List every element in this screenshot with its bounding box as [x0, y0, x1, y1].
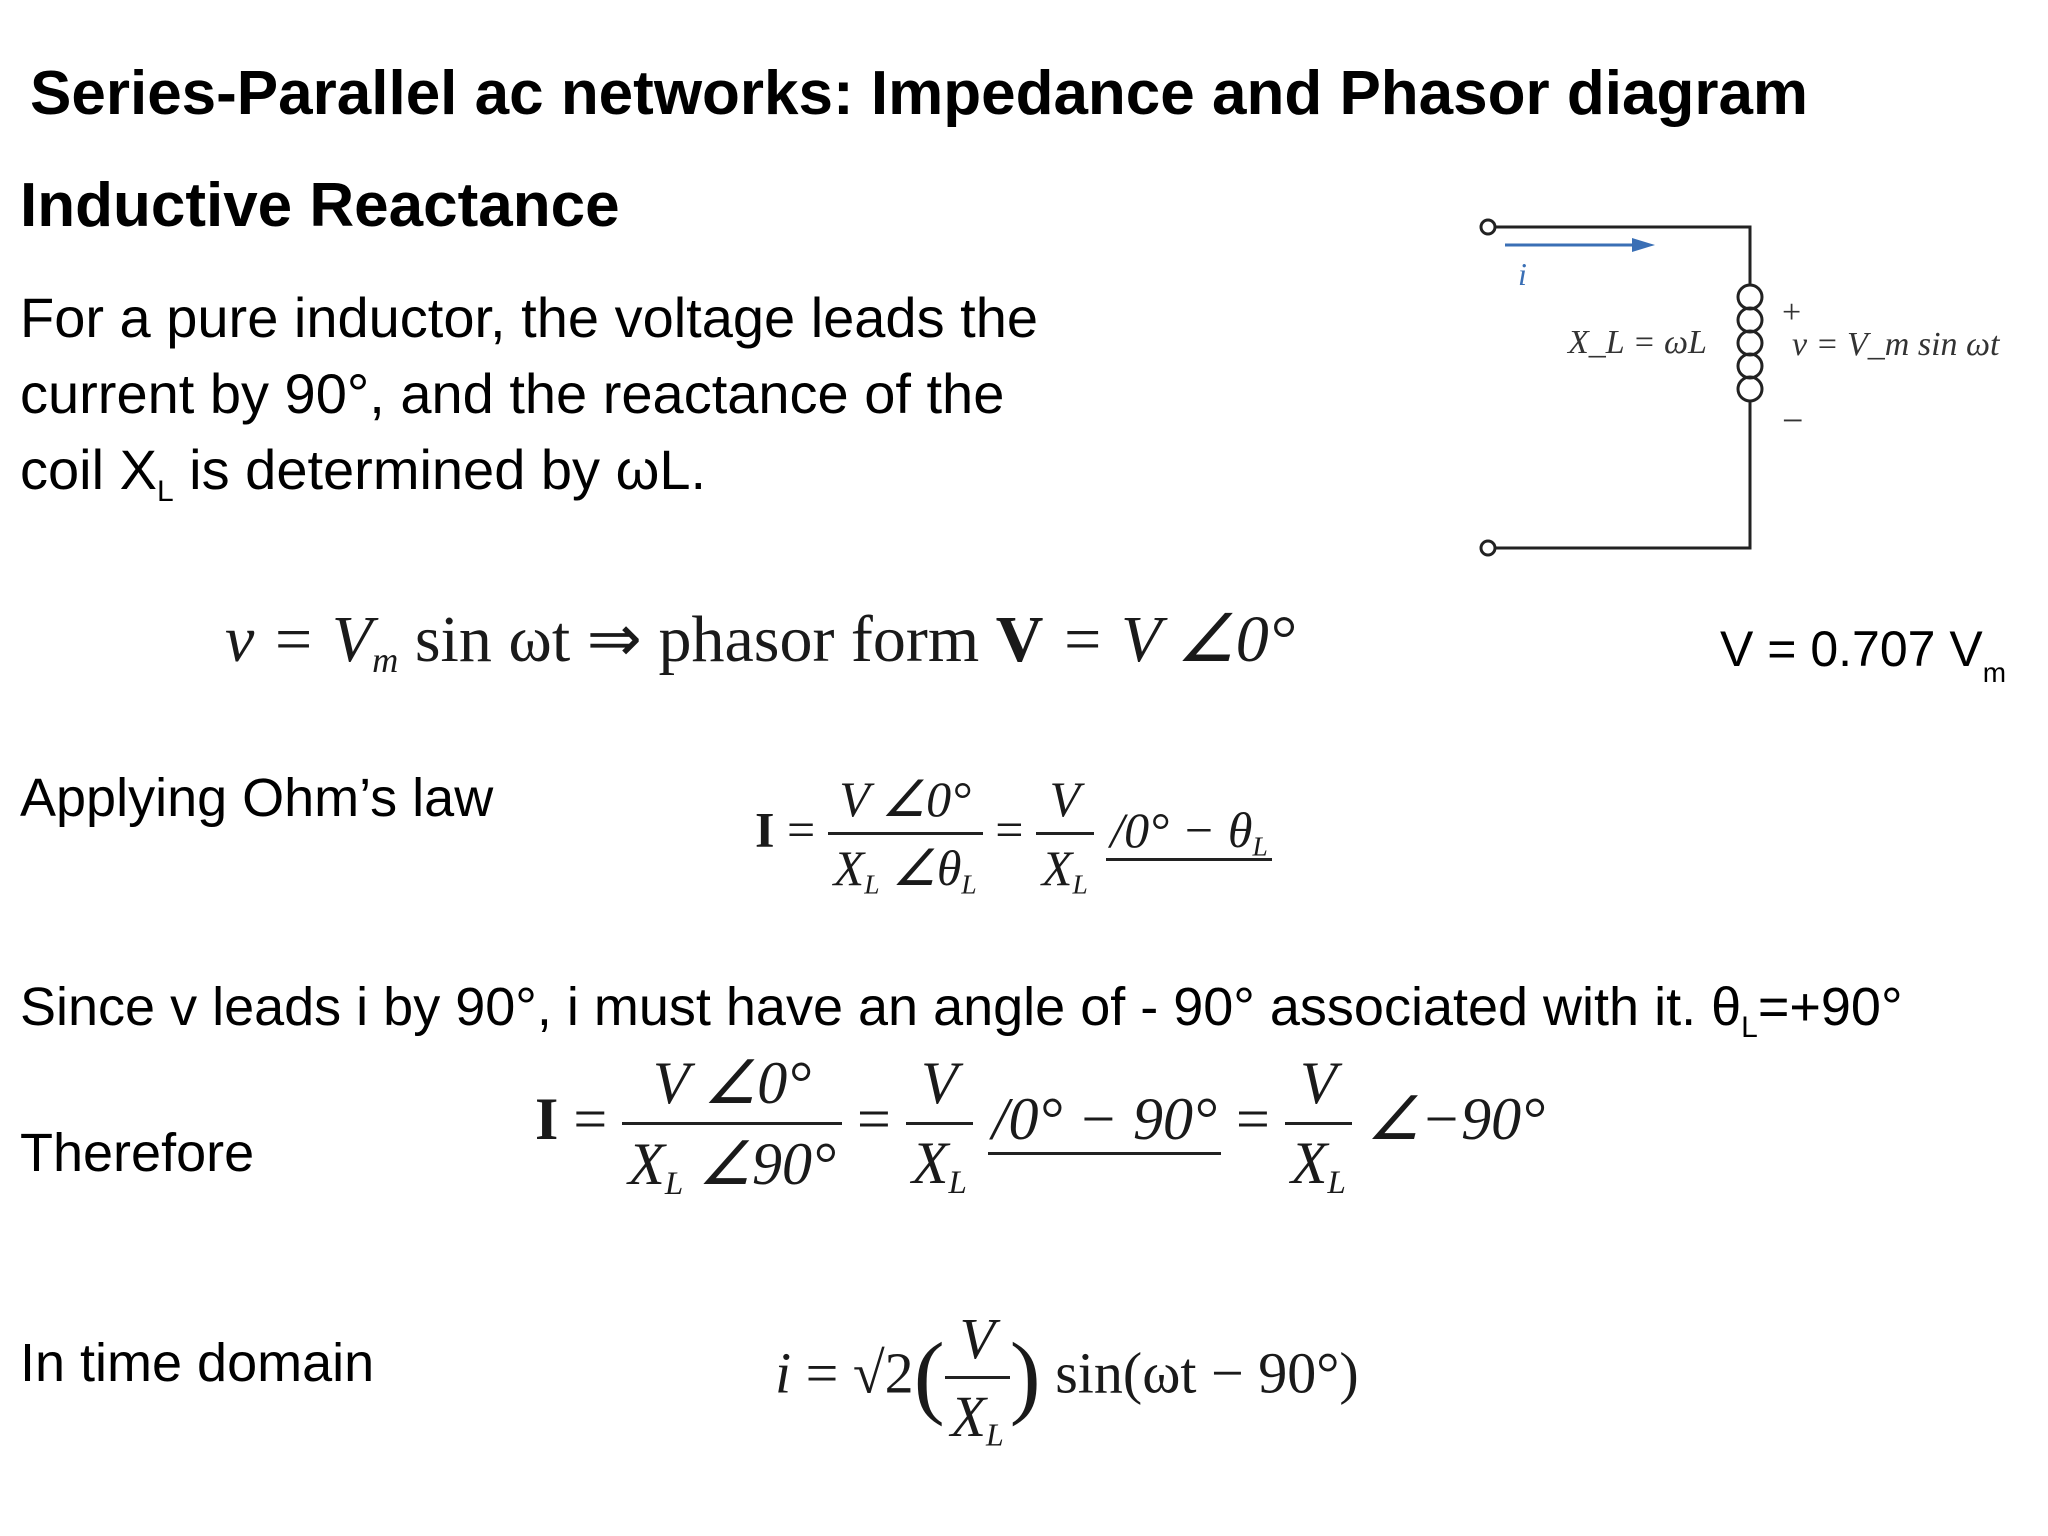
- ohm-angle-sub: L: [1252, 829, 1268, 861]
- ohm-current-symbol: I: [755, 801, 775, 858]
- therefore-label: Therefore: [20, 1123, 255, 1183]
- intro-coil-rest: is determined by ωL.: [173, 438, 707, 501]
- intro-line-2: current by 90°, and the reactance of the: [20, 362, 1005, 425]
- inductor-coil: [1738, 285, 1762, 401]
- bottom-terminal: [1481, 541, 1495, 555]
- therefore-angle-text: 0° − 90°: [1008, 1086, 1218, 1153]
- time-den-sub: L: [986, 1417, 1004, 1453]
- therefore-fraction-3-numerator: V: [1285, 1049, 1352, 1125]
- rms-text: V = 0.707 V: [1720, 621, 1983, 677]
- ohm-fraction-1-numerator: V ∠0°: [828, 770, 983, 835]
- therefore-result-angle: ∠−90°: [1366, 1086, 1546, 1153]
- ohm-den1-sub2: L: [961, 868, 977, 900]
- therefore-fraction-1-numerator: V ∠0°: [622, 1048, 842, 1125]
- since-subscript: L: [1741, 1011, 1758, 1044]
- ohm-den1-sub: L: [864, 868, 880, 900]
- intro-paragraph: [20, 280, 1270, 530]
- ohm-fraction-2-numerator: V: [1036, 770, 1094, 835]
- current-label: i: [1518, 256, 1527, 292]
- current-arrow-head: [1632, 238, 1655, 252]
- intro-coil-text: coil X: [20, 438, 157, 501]
- therefore-angle: /0° − 90°: [988, 1086, 1221, 1155]
- minus-sign: −: [1782, 400, 1804, 442]
- intro-line-3: [20, 432, 1270, 530]
- therefore-fraction-1-denominator: [622, 1125, 842, 1203]
- therefore-fraction-3: [1285, 1049, 1352, 1202]
- right-paren: ): [1009, 1324, 1041, 1428]
- therefore-den3-sub: L: [1327, 1164, 1346, 1201]
- intro-line-1: For a pure inductor, the voltage leads the: [20, 286, 1038, 349]
- ohm-fraction-1: [828, 770, 983, 900]
- therefore-den1-angle: ∠90°: [683, 1131, 837, 1197]
- eq1-lhs: v = V: [225, 603, 373, 676]
- ohm-fraction-2: [1036, 770, 1094, 900]
- top-terminal: [1481, 220, 1495, 234]
- ohm-equals-1: =: [786, 801, 816, 858]
- ohms-law-equation: [755, 770, 1272, 900]
- intro-coil-subscript: L: [156, 475, 174, 508]
- ohm-den1-x: X: [833, 840, 865, 896]
- since-text: Since v leads i by 90°, i must have an angle of - 90° associated with it. θ: [20, 977, 1742, 1037]
- ohms-law-label: Applying Ohm’s law: [20, 768, 494, 828]
- time-domain-label: In time domain: [20, 1333, 375, 1393]
- time-den-x: X: [950, 1384, 987, 1449]
- therefore-fraction-3-denominator: [1285, 1125, 1352, 1202]
- section-heading: Inductive Reactance: [20, 171, 620, 240]
- therefore-den2-sub: L: [948, 1164, 967, 1201]
- ohm-den1-angle: ∠θ: [879, 840, 962, 896]
- ohm-equals-2: =: [995, 801, 1024, 858]
- therefore-equals-3: =: [1236, 1086, 1270, 1153]
- time-fraction: [945, 1305, 1010, 1454]
- circuit-wire: [1495, 227, 1750, 548]
- time-equals: =: [805, 1340, 839, 1406]
- ohm-fraction-1-denominator: [828, 835, 983, 900]
- therefore-den1-sub: L: [664, 1165, 684, 1202]
- therefore-current-symbol: I: [535, 1086, 559, 1153]
- ohm-fraction-2-denominator: [1036, 835, 1094, 900]
- plus-sign: +: [1782, 294, 1802, 331]
- therefore-equation: [535, 1048, 1545, 1203]
- time-lhs: i: [775, 1340, 792, 1406]
- rms-relation: [1720, 620, 2006, 689]
- therefore-fraction-2: [906, 1049, 973, 1202]
- eq1-rhs: = V ∠0°: [1043, 603, 1296, 676]
- time-domain-equation: [775, 1305, 1359, 1454]
- time-fraction-numerator: V: [945, 1305, 1010, 1379]
- ohm-den2-sub: L: [1072, 868, 1088, 900]
- left-paren: (: [913, 1324, 945, 1428]
- eq1-lhs-subscript: m: [372, 639, 399, 680]
- therefore-fraction-2-numerator: V: [906, 1049, 973, 1125]
- therefore-equals-2: =: [857, 1086, 891, 1153]
- time-sqrt-two: √2: [852, 1340, 914, 1406]
- voltage-label: v = V_m sin ωt: [1792, 326, 2000, 363]
- eq1-bold-v: V: [995, 603, 1044, 676]
- since-value: =+90°: [1757, 977, 1903, 1037]
- time-rhs: sin(ωt − 90°): [1055, 1340, 1359, 1406]
- rms-subscript: m: [1982, 657, 2007, 688]
- inductor-circuit-diagram: [1460, 205, 2040, 575]
- therefore-fraction-2-denominator: [906, 1125, 973, 1202]
- time-fraction-denominator: [945, 1379, 1010, 1454]
- therefore-den2-x: X: [911, 1130, 949, 1196]
- since-statement: [20, 976, 1903, 1045]
- ohm-angle: /0° − θL: [1106, 802, 1272, 861]
- therefore-den1-x: X: [628, 1131, 665, 1197]
- therefore-fraction-1: [622, 1048, 842, 1203]
- phasor-form-equation: [225, 600, 1295, 681]
- eq1-mid: sin ωt ⇒ phasor form: [398, 603, 996, 676]
- ohm-den2-x: X: [1041, 840, 1073, 896]
- therefore-den3-x: X: [1290, 1130, 1328, 1196]
- reactance-label: X_L = ωL: [1568, 324, 1707, 361]
- page-title: Series-Parallel ac networks: Impedance and Phasor diagram: [30, 59, 1809, 128]
- ohm-angle-text: 0° − θ: [1124, 801, 1253, 858]
- therefore-equals-1: =: [573, 1086, 608, 1153]
